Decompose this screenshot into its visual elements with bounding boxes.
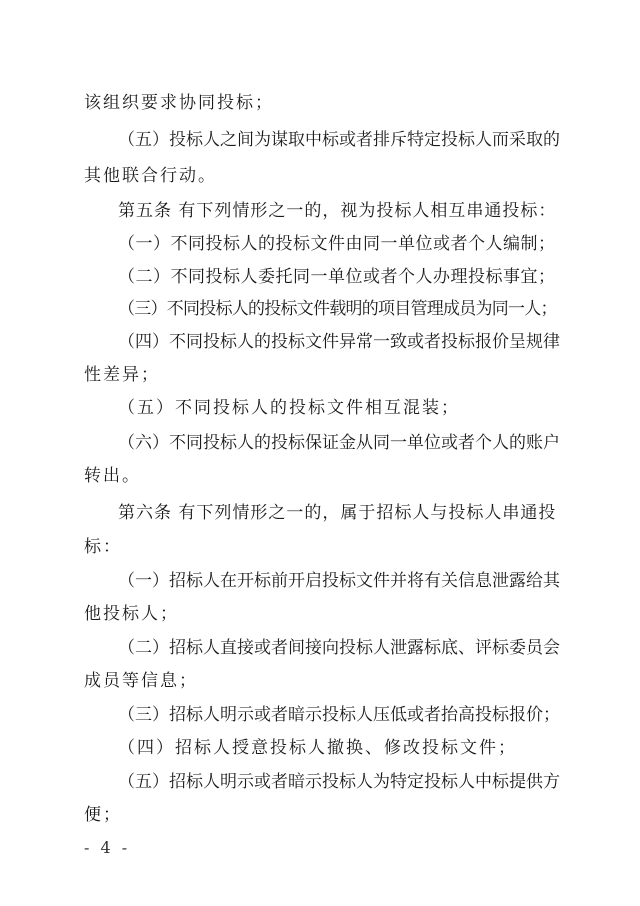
page-number: - 4 -	[84, 838, 131, 857]
text-line: 性差异；	[84, 365, 160, 385]
text-line: 该组织要求协同投标；	[84, 93, 274, 113]
text-line: （六）不同投标人的投标保证金从同一单位或者个人的账户	[118, 433, 560, 453]
text-line: 便；	[84, 805, 122, 825]
text-line: （五）不同投标人的投标文件相互混装；	[118, 398, 460, 418]
article-heading: 第五条 有下列情形之一的，视为投标人相互串通投标：	[118, 201, 557, 221]
text-line: （五）招标人明示或者暗示投标人为特定投标人中标提供方	[118, 772, 560, 792]
text-line: （一）不同投标人的投标文件由同一单位或者个人编制；	[118, 234, 556, 254]
text-line: 标：	[84, 537, 122, 557]
text-line: （三）招标人明示或者暗示投标人压低或者抬高投标报价；	[118, 705, 560, 725]
text-line: （四）招标人授意投标人撤换、修改投标文件；	[118, 738, 517, 758]
text-line: （一）招标人在开标前开启投标文件并将有关信息泄露给其	[118, 571, 560, 591]
text-line: （二）不同投标人委托同一单位或者个人办理投标事宜；	[118, 267, 556, 287]
text-line: 成员等信息；	[84, 671, 198, 691]
article-heading: 第六条 有下列情形之一的，属于招标人与投标人串通投	[118, 503, 557, 523]
text-line: （二）招标人直接或者间接向投标人泄露标底、评标委员会	[118, 638, 560, 658]
text-line: 其他联合行动。	[84, 166, 217, 186]
text-line: （三）不同投标人的投标文件载明的项目管理成员为同一人；	[118, 299, 557, 319]
text-line: 转出。	[84, 466, 141, 486]
text-line: （五）投标人之间为谋取中标或者排斥特定投标人而采取的	[118, 130, 560, 150]
text-line: （四）不同投标人的投标文件异常一致或者投标报价呈规律	[118, 332, 560, 352]
text-line: 他投标人；	[84, 604, 179, 624]
